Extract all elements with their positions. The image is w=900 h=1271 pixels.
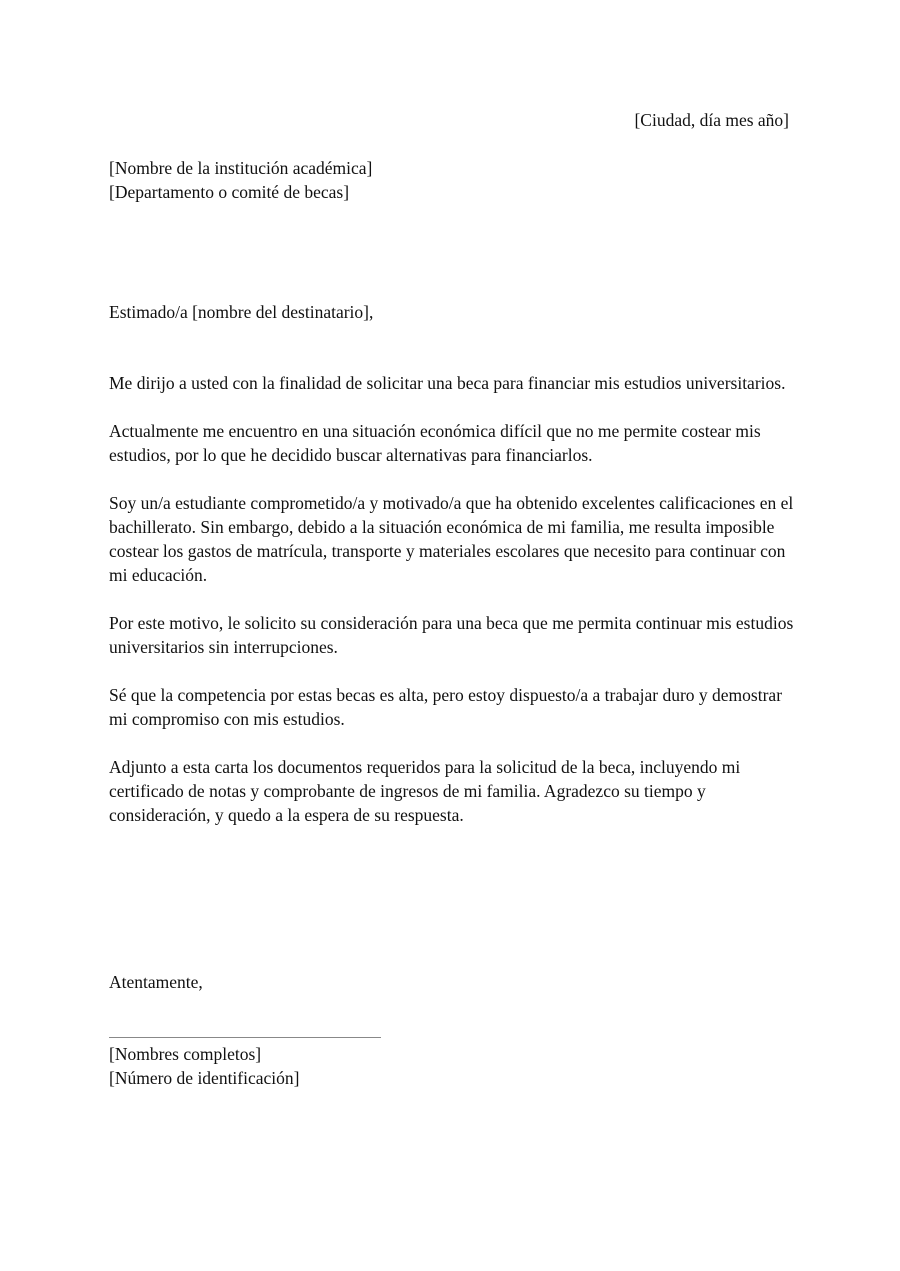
letter-date: [Ciudad, día mes año] (634, 110, 789, 130)
signer-name: [Nombres completos] (109, 1044, 262, 1064)
body-paragraph: Sé que la competencia por estas becas es alta, pero estoy dispuesto/a a trabajar duro y demostrar mi compromiso con mis estudios. (109, 685, 783, 729)
signer-block (109, 1042, 299, 1090)
signer-id-number: [Número de identificación] (109, 1068, 300, 1088)
letter-closing: Atentamente, (109, 972, 203, 992)
letter-greeting: Estimado/a [nombre del destinatario], (109, 302, 374, 322)
body-paragraph: Actualmente me encuentro en una situación económica difícil que no me permite costear mis estudios, por lo que he decidido buscar alternativas para financiarlos. (109, 421, 761, 465)
recipient-block (109, 156, 372, 204)
recipient-institution: [Nombre de la institución académica] (109, 158, 373, 178)
body-paragraph: Adjunto a esta carta los documentos requeridos para la solicitud de la beca, incluyendo mi certificado de notas y comprobante de ingresos de mi familia. Agradezco su tiempo y consideración, y quedo a la espera de su respuesta. (109, 757, 741, 825)
body-paragraph: Soy un/a estudiante comprometido/a y motivado/a que ha obtenido excelentes calificaciones en el bachillerato. Sin embargo, debido a la situación económica de mi familia, me resulta imposible costear los gastos de matrícula, transporte y materiales escolares que necesito para continuar con mi educación. (109, 493, 794, 585)
letter-body (109, 371, 799, 851)
recipient-department: [Departamento o comité de becas] (109, 182, 350, 202)
signature-line (109, 1037, 381, 1038)
body-paragraph: Por este motivo, le solicito su consideración para una beca que me permita continuar mis estudios universitarios sin interrupciones. (109, 613, 794, 657)
body-paragraph: Me dirijo a usted con la finalidad de solicitar una beca para financiar mis estudios universitarios. (109, 373, 786, 393)
